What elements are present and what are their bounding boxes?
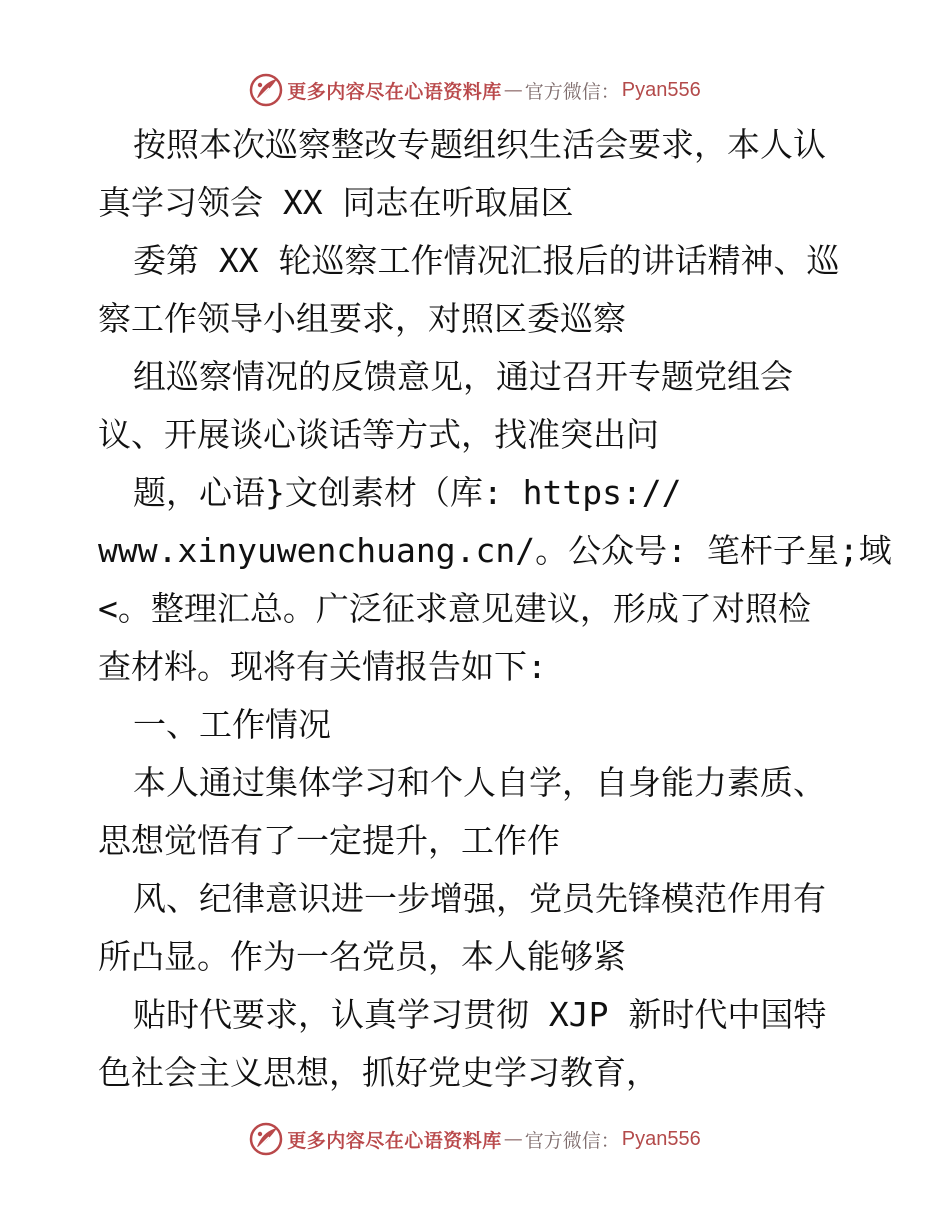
body-line-9: <。整理汇总。广泛征求意见建议，形成了对照检	[98, 589, 811, 628]
brand-text: 更多内容尽在心语资料库	[287, 1129, 502, 1152]
body-line-1: 按照本次巡察整改专题组织生活会要求，本人认	[133, 125, 826, 164]
body-line-2: 真学习领会 XX 同志在听取届区	[98, 183, 574, 222]
body-line-17: 色社会主义思想，抓好党史学习教育，	[98, 1053, 659, 1092]
body-line-15: 所凸显。作为一名党员，本人能够紧	[98, 937, 626, 976]
body-line-12: 本人通过集体学习和个人自学，自身能力素质、	[133, 763, 826, 802]
wechat-label: 官方微信：	[524, 80, 620, 103]
banner-dash: —	[503, 79, 523, 101]
body-line-10: 查材料。现将有关情报告如下:	[98, 647, 547, 686]
banner-dash: —	[503, 1128, 523, 1150]
wechat-label: 官方微信：	[524, 1129, 620, 1152]
header-watermark-banner	[0, 70, 950, 110]
body-line-4: 察工作领导小组要求，对照区委巡察	[98, 299, 626, 338]
wechat-handle: Pyan556	[621, 1127, 701, 1150]
footer-watermark-banner	[0, 1119, 950, 1159]
quill-logo-icon	[249, 1122, 283, 1156]
body-line-5: 组巡察情况的反馈意见，通过召开专题党组会	[133, 357, 793, 396]
wechat-handle: Pyan556	[621, 78, 701, 101]
body-line-13: 思想觉悟有了一定提升，工作作	[98, 821, 560, 860]
body-line-3: 委第 XX 轮巡察工作情况汇报后的讲话精神、巡	[133, 241, 840, 280]
body-line-14: 风、纪律意识进一步增强，党员先锋模范作用有	[133, 879, 826, 918]
body-line-8: www.xinyuwenchuang.cn/。公众号: 笔杆子星;域	[98, 531, 892, 570]
brand-text: 更多内容尽在心语资料库	[287, 80, 502, 103]
body-line-7: 题，心语}文创素材（库: https://	[133, 473, 682, 512]
body-line-16: 贴时代要求，认真学习贯彻 XJP 新时代中国特	[133, 995, 827, 1034]
quill-logo-icon	[249, 73, 283, 107]
section-heading: 一、工作情况	[133, 705, 331, 744]
body-line-6: 议、开展谈心谈话等方式，找准突出问	[98, 415, 659, 454]
